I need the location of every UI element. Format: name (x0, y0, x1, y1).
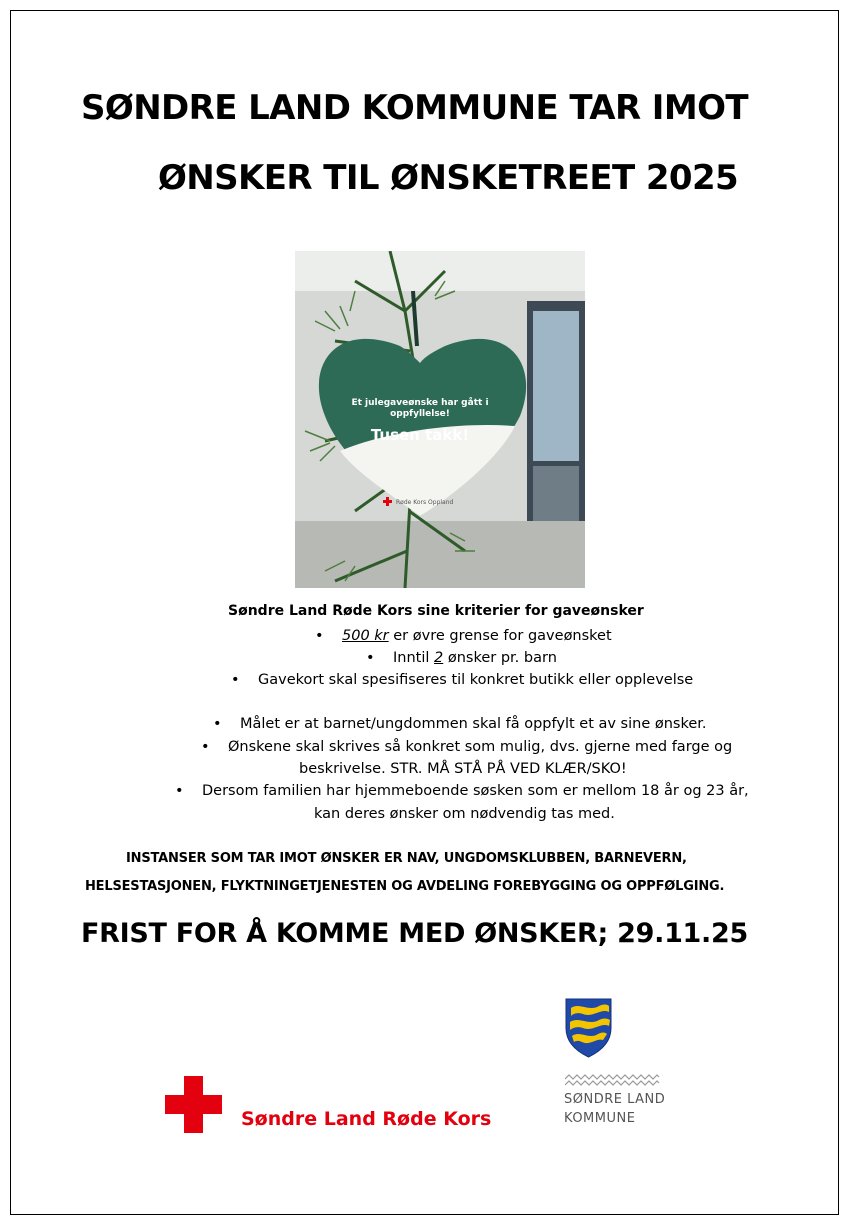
instances-line-1: INSTANSER SOM TAR IMOT ØNSKER ER NAV, UNGDOMSKLUBBEN, BARNEVERN, (126, 851, 687, 866)
criteria-title: Søndre Land Røde Kors sine kriterier for gaveønsker (228, 603, 644, 619)
criteria-item-siblings (175, 782, 749, 800)
bullet: • (315, 628, 324, 644)
red-cross-icon (165, 1076, 222, 1133)
bullet: • (175, 783, 184, 799)
bullet: • (231, 672, 240, 688)
bullet: • (213, 716, 222, 732)
siblings-text-line-2: kan deres ønsker om nødvendig tas med. (314, 806, 615, 822)
heart-text-line-2: oppfyllelse! (390, 409, 450, 419)
bullet: • (201, 739, 210, 755)
kommune-name (564, 1090, 665, 1128)
headline-line-1: SØNDRE LAND KOMMUNE TAR IMOT (81, 88, 748, 128)
heart-text-line-1: Et julegaveønske har gått i (351, 398, 489, 408)
heart-thanks-text: Tusen takk! (370, 426, 470, 444)
heart-brand-text: Røde Kors Oppland (396, 499, 454, 506)
criteria-item-specific (201, 738, 733, 756)
kommune-coat-of-arms-icon (565, 998, 612, 1058)
specific-text-line-1: Ønskene skal skrives så konkret som mulig, dvs. gjerne med farge og (228, 739, 733, 755)
criteria-item-price-limit (315, 627, 612, 645)
wish-count-text: ønsker pr. barn (443, 650, 557, 666)
criteria-item-wish-count (366, 649, 557, 667)
gift-card-text: Gavekort skal spesifiseres til konkret butikk eller opplevelse (258, 672, 694, 688)
headline-line-2: ØNSKER TIL ØNSKETREET 2025 (158, 158, 739, 198)
goal-text: Målet er at barnet/ungdommen skal få oppfylt et av sine ønsker. (240, 716, 707, 732)
specific-text-line-2: beskrivelse. STR. MÅ STÅ PÅ VED KLÆR/SKO! (299, 761, 627, 777)
price-limit-amount: 500 kr (342, 628, 389, 644)
red-cross-name: Søndre Land Røde Kors (241, 1108, 492, 1130)
deadline-text: FRIST FOR Å KOMME MED ØNSKER; 29.11.25 (81, 918, 748, 949)
criteria-item-goal (213, 715, 707, 733)
wish-count-number: 2 (434, 650, 444, 666)
wish-count-prefix: Inntil (393, 650, 435, 666)
siblings-text-line-1: Dersom familien har hjemmeboende søsken som er mellom 18 år og 23 år, (202, 783, 749, 799)
wish-tree-photo-illustration (295, 251, 585, 588)
kommune-name-line-2: KOMMUNE (564, 1111, 636, 1126)
kommune-name-line-1: SØNDRE LAND (564, 1092, 666, 1107)
wish-tree-photo (295, 251, 585, 588)
criteria-item-gift-card (231, 671, 694, 689)
kommune-wave-ornament-icon (565, 1073, 663, 1087)
bullet: • (366, 650, 375, 666)
instances-line-2: HELSESTASJONEN, FLYKTNINGETJENESTEN OG AVDELING FOREBYGGING OG OPPFØLGING. (85, 879, 725, 894)
price-limit-text: er øvre grense for gaveønsket (388, 628, 612, 644)
